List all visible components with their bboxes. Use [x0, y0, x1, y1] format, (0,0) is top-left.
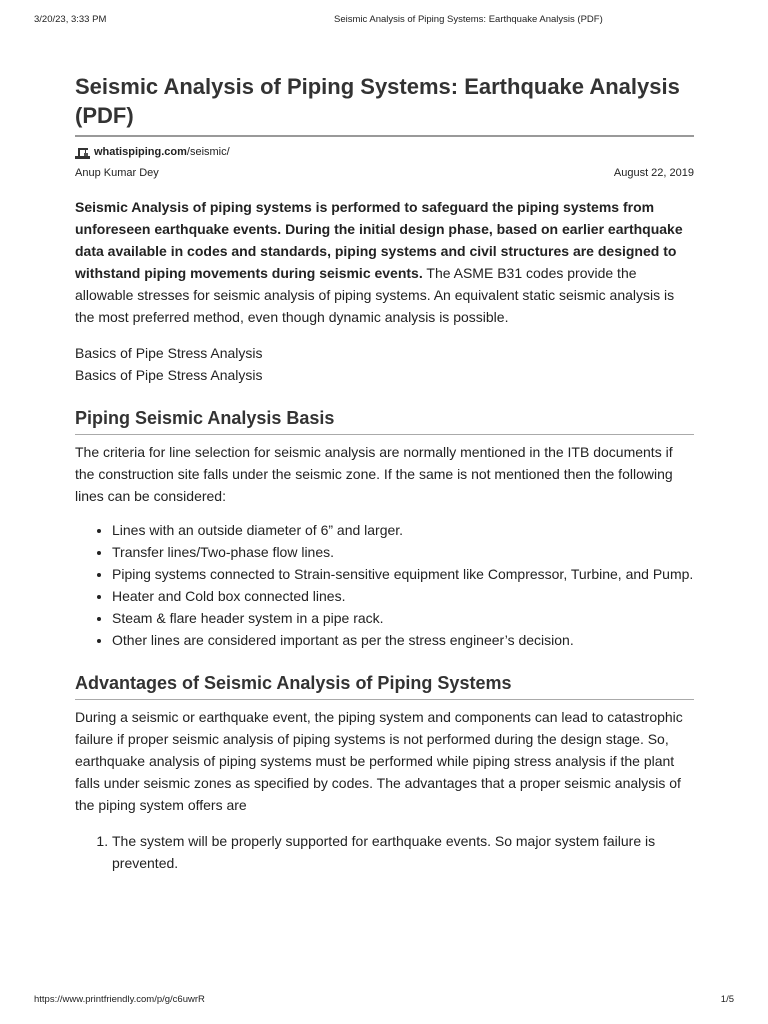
section-advantages-body: During a seismic or earthquake event, the piping system and components can lead to catastrophic failure if proper seismic analysis of piping systems is not performed during the design stage. So, earthquake analysis of piping systems must be performed while piping stress analysis if the plant falls under seismic zones as specified by codes. The advantages that a proper seismic analysis of the piping system offers are	[75, 709, 683, 813]
page-number: 1/5	[720, 994, 734, 1005]
source-domain: whatispiping.com	[94, 146, 187, 158]
intro-paragraph	[75, 196, 694, 328]
list-item: 1. The system will be properly supported for earthquake events. So major system failure is prevented.	[112, 830, 694, 874]
list-item: • Heater and Cold box connected lines.	[112, 585, 694, 607]
list-item: • Other lines are considered important as per the stress engineer’s decision.	[112, 629, 694, 651]
intro-rest: The ASME B31 codes provide the allowable stresses for seismic analysis of piping systems. An equivalent static seismic analysis is the most preferred method, even though dynamic analysis is possible.	[75, 265, 675, 325]
print-url: https://www.printfriendly.com/p/g/c6uwrR	[34, 994, 205, 1005]
list-item: • Piping systems connected to Strain-sensitive equipment like Compressor, Turbine, and Pump.	[112, 563, 694, 585]
related-links	[75, 342, 694, 386]
section-heading-advantages: Advantages of Seismic Analysis of Piping Systems	[75, 671, 694, 700]
source-link[interactable]	[94, 146, 230, 158]
publish-date: August 22, 2019	[613, 167, 694, 179]
source-line	[75, 144, 694, 160]
advantages-list	[75, 830, 694, 874]
line-criteria-list	[75, 519, 694, 651]
section-basis-body: The criteria for line selection for seismic analysis are normally mentioned in the ITB documents if the construction site falls under the seismic zone. If the same is not mentioned then the following lines can be considered:	[75, 444, 673, 504]
crane-icon	[75, 146, 90, 159]
section-heading-basis: Piping Seismic Analysis Basis	[75, 406, 694, 435]
list-item: • Steam & flare header system in a pipe rack.	[112, 607, 694, 629]
related-link[interactable]: Basics of Pipe Stress Analysis	[75, 367, 263, 383]
list-item: • Lines with an outside diameter of 6” and larger.	[112, 519, 694, 541]
print-date: 3/20/23, 3:33 PM	[34, 14, 107, 25]
list-item: • Transfer lines/Two-phase flow lines.	[112, 541, 694, 563]
article-meta	[75, 167, 694, 183]
source-path: /seismic/	[186, 146, 230, 158]
author: Anup Kumar Dey	[75, 167, 159, 179]
intro-bold: Seismic Analysis of piping systems is performed to safeguard the piping systems from unforeseen earthquake events. During the initial design phase, based on earlier earthquake data available in codes and standards, piping systems and civil structures are designed to withstand piping movements during seismic events.	[75, 199, 683, 281]
article-title: Seismic Analysis of Piping Systems: Earthquake Analysis (PDF)	[75, 72, 694, 137]
article	[75, 72, 694, 874]
print-doc-title: Seismic Analysis of Piping Systems: Earthquake Analysis (PDF)	[334, 14, 603, 25]
related-link[interactable]: Basics of Pipe Stress Analysis	[75, 345, 263, 361]
